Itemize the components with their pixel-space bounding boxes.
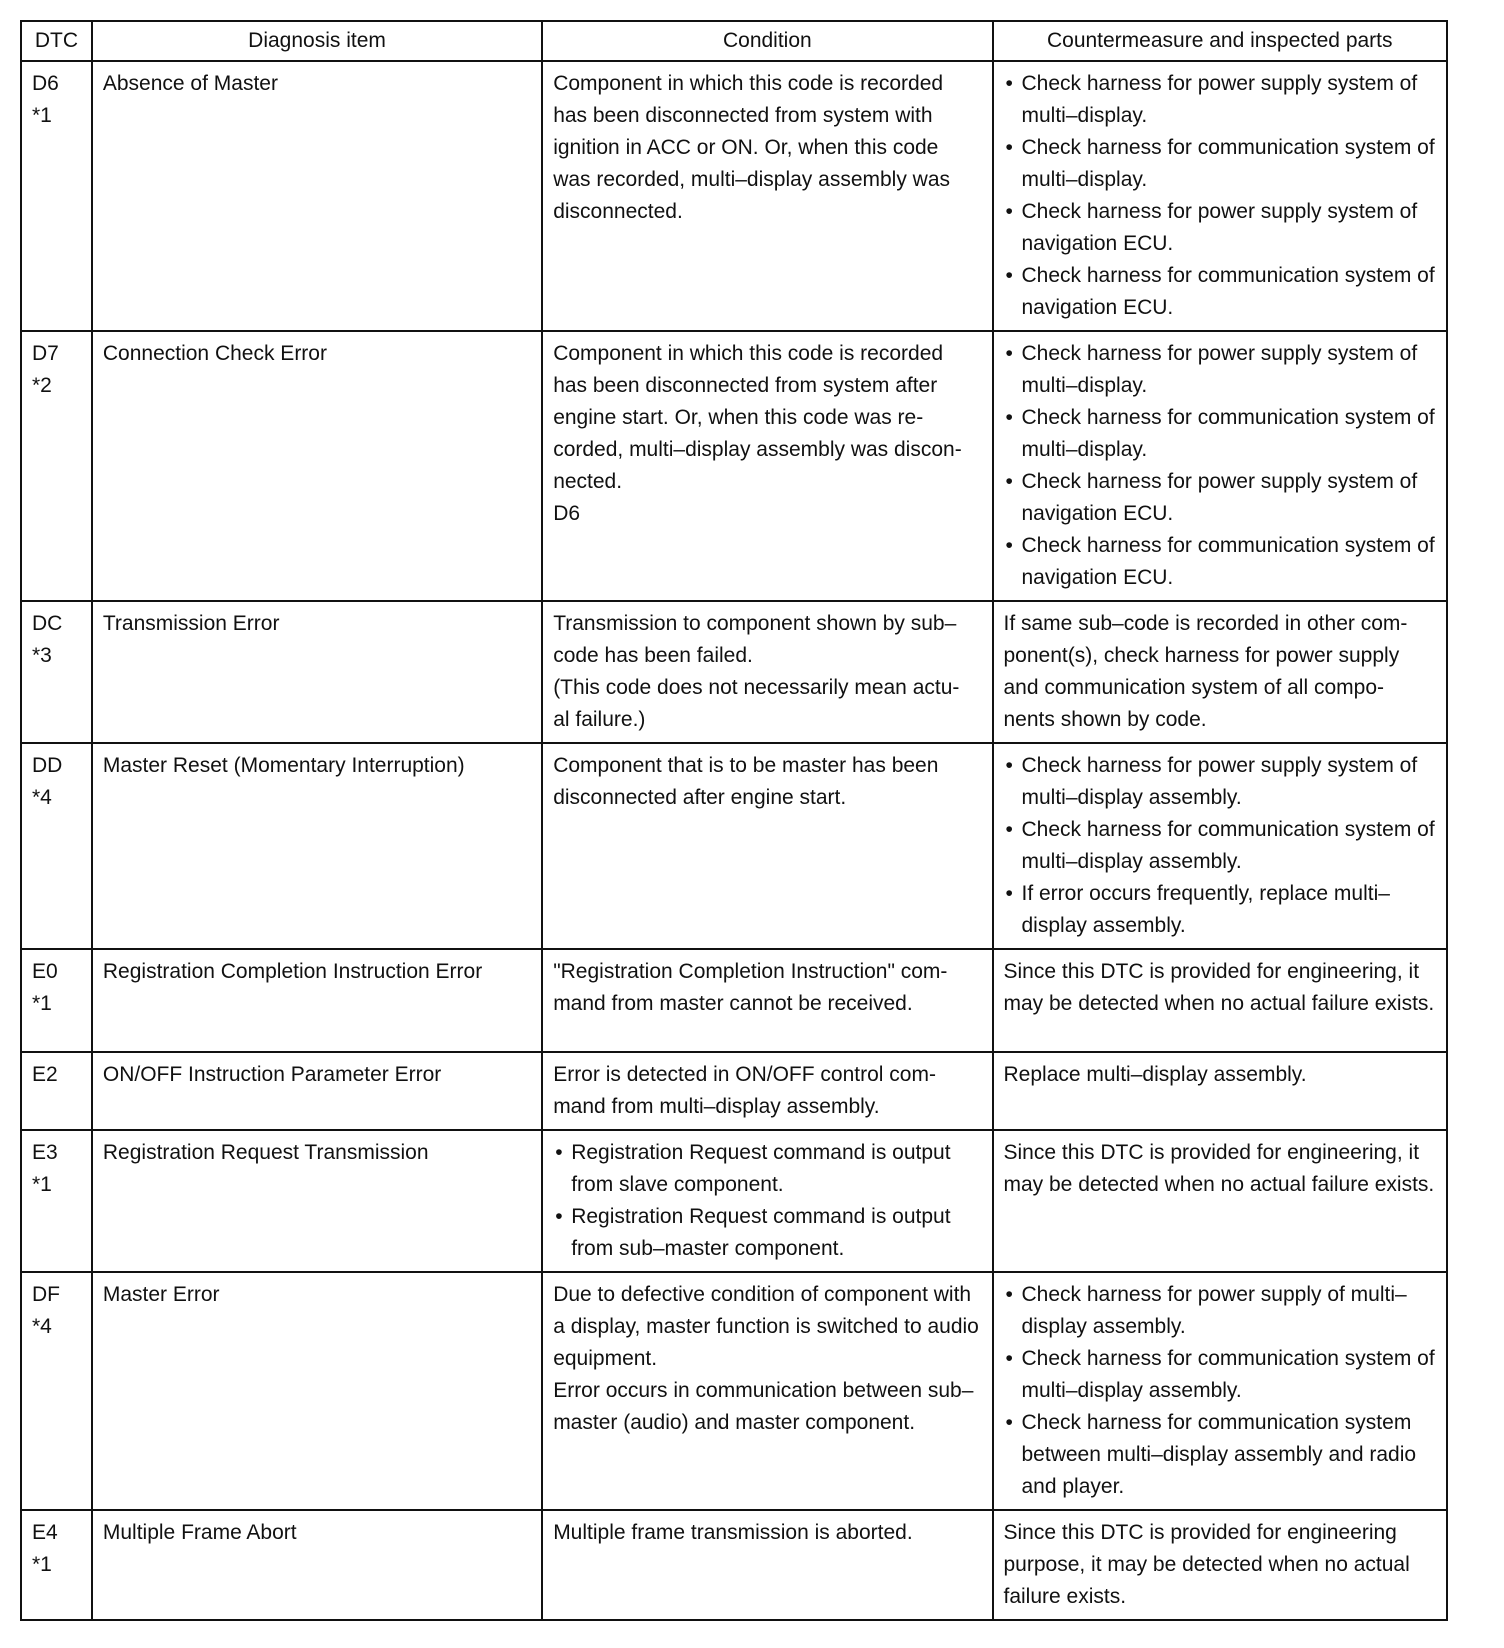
countermeasure-list <box>1004 1279 1437 1503</box>
dtc-note: *1 <box>32 104 52 127</box>
countermeasure-text: Since this DTC is provided for engineering, it may be detected when no actual failure exists. <box>1003 1141 1435 1196</box>
condition-list-item: • Registration Request command is output from slave component. <box>553 1137 981 1201</box>
table-row <box>21 1052 1447 1130</box>
dtc-code: DD <box>32 754 63 777</box>
countermeasure-list-item: • Check harness for power supply system of navigation ECU. <box>1004 196 1437 260</box>
condition-cell <box>542 331 992 601</box>
condition-text: Component in which this code is recorded has been disconnected from system with ignition in ACC or ON. Or, when this code was recorded, multi–display assembly was disconnected. <box>553 72 951 223</box>
table-row <box>21 331 1447 601</box>
dtc-note: *4 <box>32 1315 52 1338</box>
countermeasure-text: Since this DTC is provided for engineering purpose, it may be detected when no actual failure exists. <box>1003 1521 1410 1608</box>
dtc-cell <box>21 61 92 331</box>
countermeasure-cell <box>993 331 1448 601</box>
dtc-table-sheet <box>20 20 1448 1621</box>
condition-text: "Registration Completion Instruction" com- mand from master cannot be received. <box>553 960 948 1015</box>
dtc-code: E0 <box>32 960 58 983</box>
countermeasure-list-item: • Check harness for power supply system of multi–display. <box>1004 338 1437 402</box>
dtc-cell <box>21 1130 92 1272</box>
diagnosis-item-cell: Registration Request Transmission <box>92 1130 542 1272</box>
countermeasure-cell <box>993 601 1448 743</box>
countermeasure-list-item: • Check harness for communication system of navigation ECU. <box>1004 530 1437 594</box>
diagnosis-item-cell: ON/OFF Instruction Parameter Error <box>92 1052 542 1130</box>
countermeasure-list-item: • Check harness for communication system of multi–display assembly. <box>1004 814 1437 878</box>
dtc-cell <box>21 949 92 1052</box>
dtc-code: D6 <box>32 72 59 95</box>
table-row <box>21 949 1447 1052</box>
countermeasure-text: If same sub–code is recorded in other com- ponent(s), check harness for power supply and communication system of all compo- nents shown by code. <box>1003 612 1408 731</box>
countermeasure-text: Since this DTC is provided for engineering, it may be detected when no actual failure exists. <box>1003 960 1435 1015</box>
countermeasure-list-item: • Check harness for communication system between multi–display assembly and radio and player. <box>1004 1407 1437 1503</box>
dtc-table <box>20 20 1448 1621</box>
dtc-code: E2 <box>32 1063 58 1086</box>
countermeasure-cell <box>993 1510 1448 1620</box>
dtc-cell <box>21 331 92 601</box>
countermeasure-list <box>1004 750 1437 942</box>
diagnosis-item-cell: Master Reset (Momentary Interruption) <box>92 743 542 949</box>
diagnosis-item-cell: Absence of Master <box>92 61 542 331</box>
countermeasure-list-item: • Check harness for power supply system of navigation ECU. <box>1004 466 1437 530</box>
dtc-code: D7 <box>32 342 59 365</box>
dtc-cell <box>21 1052 92 1130</box>
countermeasure-list-item: • Check harness for communication system of multi–display. <box>1004 132 1437 196</box>
condition-text: Transmission to component shown by sub– code has been failed. (This code does not necessarily mean actu- al failure.) <box>553 612 960 731</box>
dtc-note: *1 <box>32 992 52 1015</box>
condition-text: Component in which this code is recorded has been disconnected from system after engine start. Or, when this code was re- corded, multi–display assembly was discon- nected. D6 <box>553 342 962 525</box>
countermeasure-list <box>1004 338 1437 594</box>
countermeasure-list-item: • Check harness for power supply system of multi–display. <box>1004 68 1437 132</box>
condition-cell <box>542 61 992 331</box>
dtc-cell <box>21 601 92 743</box>
countermeasure-list-item: • Check harness for communication system of multi–display. <box>1004 402 1437 466</box>
header-condition: Condition <box>542 21 992 61</box>
condition-cell <box>542 1130 992 1272</box>
condition-cell <box>542 1052 992 1130</box>
countermeasure-list-item: • If error occurs frequently, replace multi– display assembly. <box>1004 878 1437 942</box>
header-dtc: DTC <box>21 21 92 61</box>
table-row <box>21 1272 1447 1510</box>
condition-cell <box>542 1510 992 1620</box>
header-countermeasure: Countermeasure and inspected parts <box>993 21 1448 61</box>
countermeasure-cell <box>993 61 1448 331</box>
dtc-code: DC <box>32 612 63 635</box>
countermeasure-cell <box>993 949 1448 1052</box>
countermeasure-cell <box>993 1130 1448 1272</box>
condition-cell <box>542 601 992 743</box>
diagnosis-item-cell: Connection Check Error <box>92 331 542 601</box>
header-row <box>21 21 1447 61</box>
dtc-note: *1 <box>32 1173 52 1196</box>
table-row <box>21 743 1447 949</box>
dtc-code: E3 <box>32 1141 58 1164</box>
dtc-note: *2 <box>32 374 52 397</box>
condition-text: Error is detected in ON/OFF control com- mand from multi–display assembly. <box>553 1063 936 1118</box>
table-row <box>21 601 1447 743</box>
condition-cell <box>542 743 992 949</box>
condition-cell <box>542 1272 992 1510</box>
condition-cell <box>542 949 992 1052</box>
table-row <box>21 61 1447 331</box>
countermeasure-cell <box>993 1052 1448 1130</box>
condition-text: Component that is to be master has been disconnected after engine start. <box>553 754 939 809</box>
diagnosis-item-cell: Registration Completion Instruction Error <box>92 949 542 1052</box>
countermeasure-list-item: • Check harness for communication system of navigation ECU. <box>1004 260 1437 324</box>
diagnosis-item-cell: Multiple Frame Abort <box>92 1510 542 1620</box>
countermeasure-list <box>1004 68 1437 324</box>
dtc-note: *4 <box>32 786 52 809</box>
diagnosis-item-cell: Master Error <box>92 1272 542 1510</box>
condition-list-item: • Registration Request command is output from sub–master component. <box>553 1201 981 1265</box>
table-row <box>21 1130 1447 1272</box>
countermeasure-list-item: • Check harness for communication system of multi–display assembly. <box>1004 1343 1437 1407</box>
table-row <box>21 1510 1447 1620</box>
condition-text: Multiple frame transmission is aborted. <box>553 1521 913 1544</box>
dtc-cell <box>21 1510 92 1620</box>
countermeasure-cell <box>993 1272 1448 1510</box>
dtc-cell <box>21 1272 92 1510</box>
dtc-cell <box>21 743 92 949</box>
condition-list <box>553 1137 981 1265</box>
header-diagnosis-item: Diagnosis item <box>92 21 542 61</box>
diagnosis-item-cell: Transmission Error <box>92 601 542 743</box>
dtc-note: *1 <box>32 1553 52 1576</box>
countermeasure-text: Replace multi–display assembly. <box>1003 1063 1307 1086</box>
dtc-code: E4 <box>32 1521 58 1544</box>
dtc-note: *3 <box>32 644 52 667</box>
dtc-code: DF <box>32 1283 60 1306</box>
condition-text: Due to defective condition of component with a display, master function is switched to audio equipment. Error occurs in communication between sub–master (audio) and master component. <box>553 1283 979 1434</box>
countermeasure-list-item: • Check harness for power supply of multi– display assembly. <box>1004 1279 1437 1343</box>
countermeasure-cell <box>993 743 1448 949</box>
countermeasure-list-item: • Check harness for power supply system of multi–display assembly. <box>1004 750 1437 814</box>
